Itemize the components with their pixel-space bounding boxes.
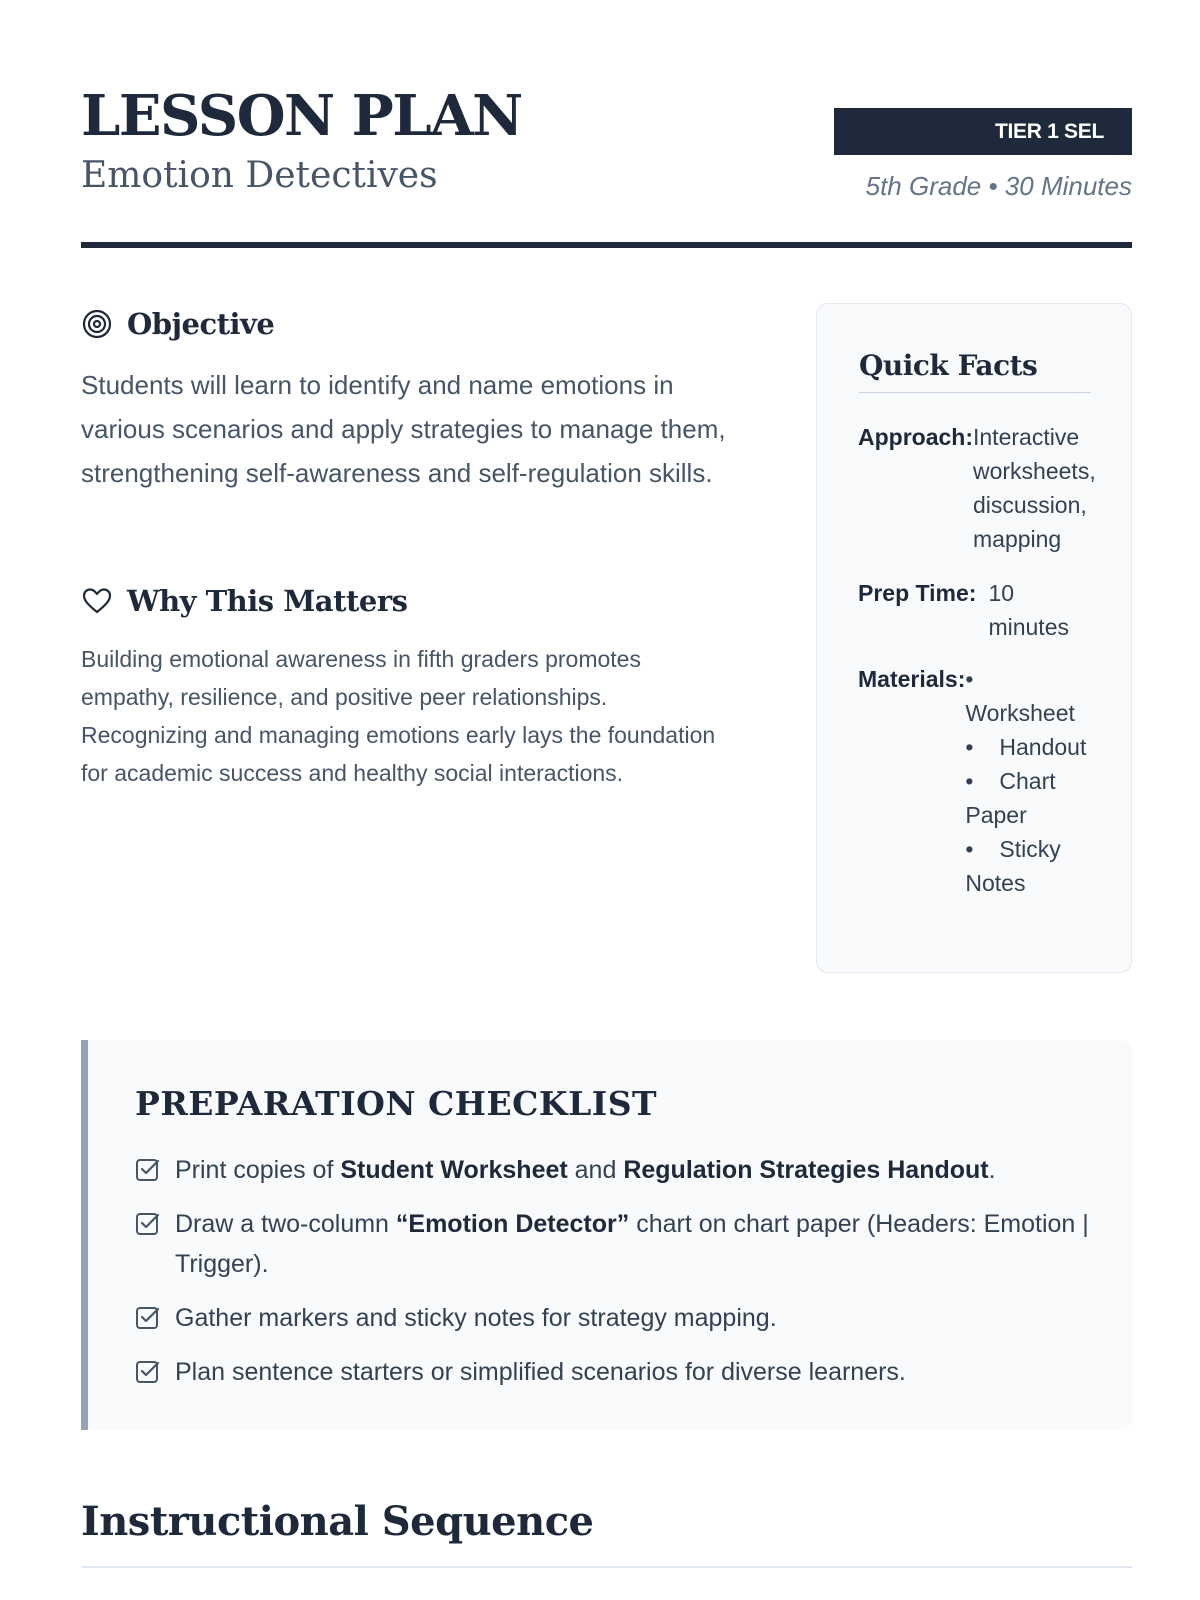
why-title: Why This Matters (127, 584, 408, 618)
preparation-checklist (81, 1040, 1132, 1430)
objective-title: Objective (127, 307, 275, 341)
heart-icon (81, 585, 113, 617)
page-title: LESSON PLAN (81, 83, 522, 149)
checkbox-icon (135, 1305, 161, 1331)
checkbox-icon (135, 1211, 161, 1237)
materials-item: • Worksheet (965, 662, 1090, 730)
checklist-item-text: Plan sentence starters or simplified scenarios for diverse learners. (175, 1358, 906, 1386)
tier-badge: TIER 1 SEL (834, 108, 1132, 155)
materials-item: • Handout (965, 730, 1090, 764)
emphasis: Student Worksheet (340, 1156, 568, 1184)
checklist-item-text: Print copies of Student Worksheet and Regulation Strategies Handout. (175, 1156, 996, 1184)
objective-text: Students will learn to identify and name emotions in various scenarios and apply strategies to manage them, strengthening self-awareness and self-regulation skills. (81, 370, 726, 488)
checklist-item (135, 1204, 1095, 1284)
materials-list (965, 662, 1090, 900)
checklist-item-text: Gather markers and sticky notes for strategy mapping. (175, 1304, 777, 1332)
emphasis: Regulation Strategies Handout (623, 1156, 989, 1184)
approach-value: Interactive worksheets, discussion, mapping (973, 424, 1096, 552)
why-heading (81, 584, 407, 618)
target-icon (81, 308, 113, 340)
materials-label: Materials: (858, 666, 966, 692)
checkbox-icon (135, 1359, 161, 1385)
instructional-sequence-title: Instructional Sequence (81, 1498, 594, 1545)
header (81, 84, 1132, 244)
fact-approach (858, 420, 1108, 556)
fact-materials (858, 662, 1090, 900)
checkbox-icon (135, 1157, 161, 1183)
header-divider (81, 242, 1132, 248)
materials-item: • Sticky Notes (965, 832, 1090, 900)
checklist-title: PREPARATION CHECKLIST (135, 1084, 658, 1123)
why-text: Building emotional awareness in fifth graders promotes empathy, resilience, and positive peer relationships. Recognizing and managing emotions early lays the foundation for academic success and healthy social interactions. (81, 646, 716, 786)
approach-label: Approach: (858, 424, 973, 450)
emphasis: “Emotion Detector” (395, 1210, 630, 1238)
objective-heading (81, 307, 274, 341)
checklist-item (135, 1150, 1095, 1190)
prep-time-value: 10 minutes (988, 580, 1069, 640)
checklist-item (135, 1298, 1095, 1338)
checklist-item (135, 1352, 1095, 1392)
sequence-divider (81, 1566, 1132, 1568)
checklist-item-text: Draw a two-column “Emotion Detector” chart on chart paper (Headers: Emotion | Trigger). (175, 1210, 1089, 1278)
fact-prep-time (858, 576, 1088, 644)
quick-facts-title: Quick Facts (859, 349, 1091, 393)
prep-time-label: Prep Time: (858, 580, 977, 606)
lesson-subtitle: Emotion Detectives (81, 155, 438, 196)
grade-duration: 5th Grade • 30 Minutes (865, 171, 1132, 201)
materials-item: • Chart Paper (965, 764, 1090, 832)
